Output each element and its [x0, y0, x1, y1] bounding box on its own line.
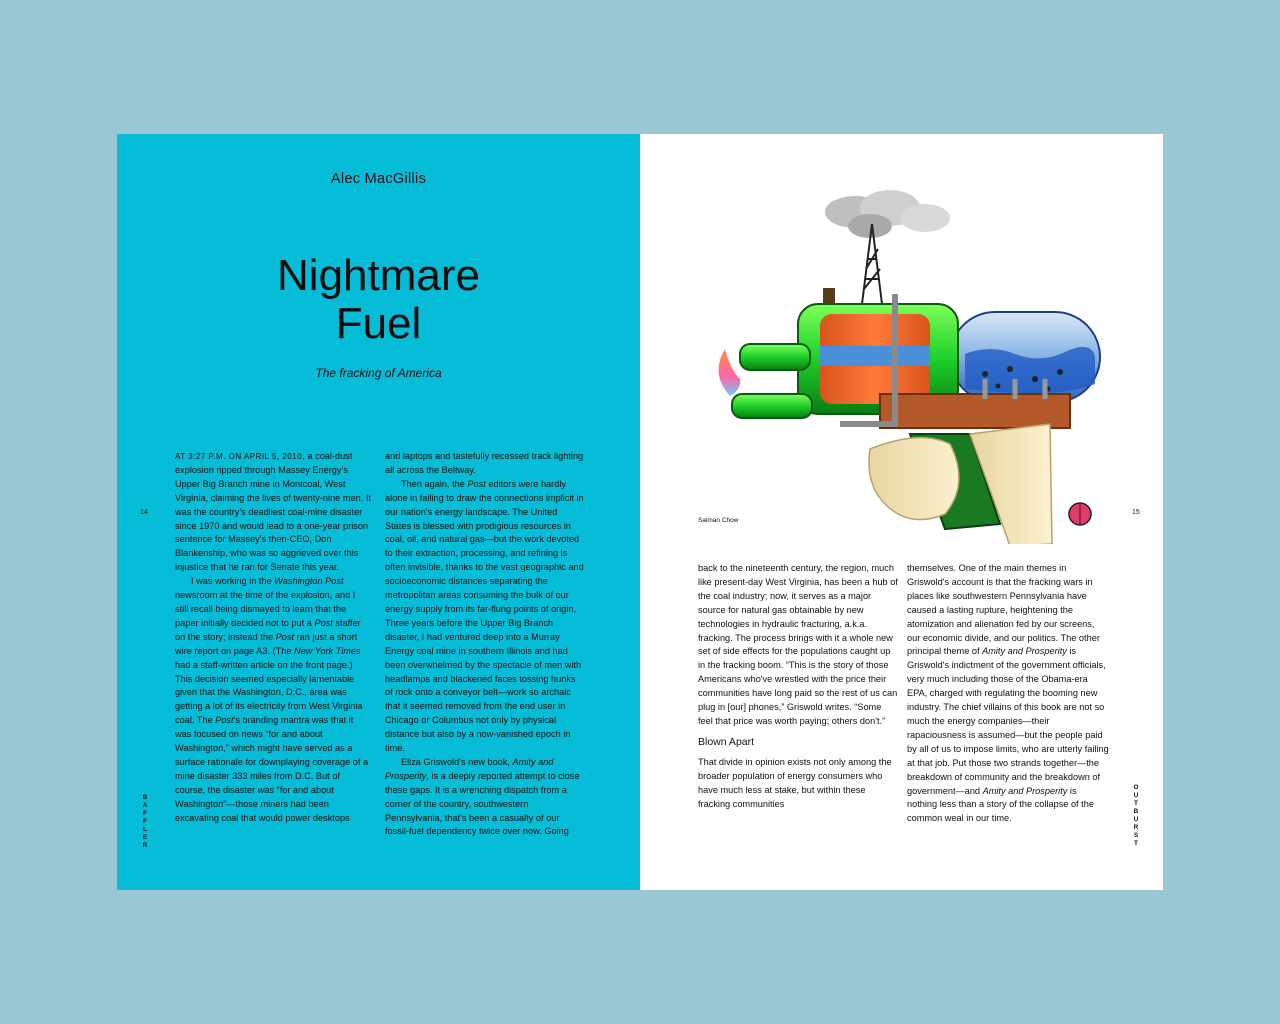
title-line-1: Nightmare: [277, 251, 480, 300]
text-run: Post: [215, 715, 234, 726]
article-title: [117, 252, 640, 348]
body-column-1: [175, 450, 371, 825]
paragraph: [385, 756, 585, 839]
vertical-letter: F: [143, 810, 147, 817]
vertical-letter: R: [142, 842, 148, 849]
vertical-letter: F: [143, 818, 147, 825]
body-column-2: [385, 450, 585, 839]
text-run: newsroom at the time of the explosion, and I still recall being dismayed to learn that the paper initially decided not to put a: [175, 590, 356, 628]
vertical-letter: U: [1133, 816, 1139, 823]
text-run: Amity and Prosperity: [982, 785, 1068, 796]
text-run: themselves. One of the main themes in Griswold's account is that the fracking wars in places like southwestern Pennsylvania have caused a lasting rupture, heightening the atomization and alienation fed by our screens, our economic divide, and our politics. The other principal theme of: [907, 563, 1100, 657]
gun-barrel: [740, 344, 810, 370]
text-run: Eliza Griswold's new book,: [401, 756, 513, 767]
text-run: editors were hardly alone in failing to draw the connections implicit in our nation's energy landscape. The United States is blessed with prodigious resources in coal, oil, and natural gas—but the work devoted to their extraction, processing, and refining is often invisible, thanks to the vast geographic and socioeconomic distances separating the metropolitan areas consuming the bulk of our energy supply from its far-flung points of origin. Three years before the Upper Big Branch disaster, I had ventured deep into a Murray Energy coal mine in southern Illinois and had been overwhelmed by the spectacle of men with headlamps and blackened faces tossing hunks of rock onto a conveyor belt—work so archaic that it seemed removed from the end user in Chicago or Columbus not only by physical distance but also by a now-vanished epoch in time.: [385, 478, 584, 754]
text-run: was: [257, 784, 275, 795]
lead-in: AT 3:27 P.M. ON APRIL 5, 2010,: [175, 452, 305, 461]
magazine-spread: [117, 134, 1163, 890]
paragraph: [385, 478, 585, 756]
vertical-letter: A: [142, 802, 148, 809]
text-run: ran just a short wire report on page A3. (The: [175, 631, 358, 656]
body-column-3: [698, 562, 898, 811]
text-run: 's branding mantra was that it was focused on news “for and about Washington,” which might have served as a surface rationale for downplaying coverage of a mine disaster 333 miles from D.C. But of course, the disaster: [175, 715, 369, 795]
text-run: had a staff-written article on the front page.) This decision seemed especially lamentable given that the Washington, D.C., area was getting a lot of its electricity from West Virginia coal. The: [175, 659, 363, 726]
text-run: I was working in the: [191, 576, 275, 587]
author-name: Alec MacGillis: [330, 171, 427, 187]
vertical-letter: B: [142, 794, 148, 801]
vertical-letter: L: [143, 826, 147, 833]
text-run: staffer on the story; instead the: [175, 617, 361, 642]
illustration-credit: Saiman Chow: [698, 517, 739, 524]
vertical-letter: T: [1134, 840, 1138, 847]
article-subtitle: The fracking of America: [315, 366, 442, 380]
text-run: Post: [467, 478, 486, 489]
vertical-letter: E: [142, 834, 148, 841]
paragraph: and laptops and tastefully recessed track lighting all across the Beltway.: [385, 451, 584, 475]
text-run: is Griswold's indictment of the government officials, very much including those of the Obama-era EPA, charged with regulating the booming new industry. The chief villains of this book are not so much the energy companies—their rapaciousness is assumed—but the people paid by all of us to impose limits, who are utterly failing at that job. Put those two strands together—the breakdown of community and the breakdown of government—and: [907, 646, 1109, 796]
vertical-letter: S: [1133, 832, 1139, 839]
vertical-letter: B: [1133, 808, 1139, 815]
right-page: [640, 134, 1163, 890]
vertical-label-left: [141, 794, 149, 850]
left-page: [117, 134, 640, 890]
paragraph: [175, 575, 371, 825]
paragraph: [175, 450, 371, 575]
text-run: New York Times: [294, 645, 361, 656]
vertical-letter: T: [1134, 800, 1138, 807]
text-run: Post: [314, 617, 333, 628]
section-subhead: Blown Apart: [698, 735, 755, 748]
vertical-label-right: [1132, 784, 1140, 848]
text-run: Then again, the: [401, 478, 468, 489]
cabin-icon: [823, 288, 835, 304]
text-run: , is a deeply reported attempt to close these gaps. It is a wrenching dispatch from a corner of the country, southwestern Pennsylvania, that's been a casualty of our fossil-fuel dependency twice over now. Going: [385, 770, 580, 837]
vertical-letter: O: [1133, 784, 1139, 791]
text-run: Amity and Prosperity: [982, 646, 1067, 657]
text-run: Post: [275, 631, 295, 642]
flame-icon: [719, 349, 741, 396]
paragraph: That divide in opinion exists not only among the broader population of energy consumers who have much less at stake, but within these fracking communities: [698, 756, 892, 809]
page-number-left: 14: [140, 509, 148, 516]
hand: [869, 438, 959, 520]
paragraph: back to the nineteenth century, the region, much like present-day West Virginia, has been a hub of the coal industry; now, it serves as a major source for natural gas obtainable by new technologies in hydraulic fracturing, a.k.a. fracking. The process brings with it a whole new set of side effects for the populations caught up in the fracking boom. “This is the story of those Americans who've wrestled with the price their communities have long paid so the rest of us can plug in [our] phones,” Griswold writes. “Some feel that price was worth paying; others don't.”: [698, 563, 898, 726]
water-gun-illustration: [680, 184, 1140, 544]
rust-rail: [880, 394, 1070, 428]
vertical-letter: U: [1133, 792, 1139, 799]
text-run: Washington Post: [274, 576, 344, 587]
paragraph: [907, 562, 1109, 826]
vertical-letter: R: [1133, 824, 1139, 831]
smoke-cloud: [825, 190, 950, 238]
page-number-right: 15: [1132, 509, 1140, 516]
text-run: “for and about Washington”—those miners had been excavating coal that would power desktops: [175, 784, 350, 823]
text-run: a coal-dust explosion ripped through Massey Energy's Upper Big Branch mine in Montcoal, West Virginia, claiming the lives of twenty-nine men. It was the country's deadliest coal-mine disaster since 1970 and would lead to a one-year prison sentence for Massey's then-CEO, Don Blankenship, who was so aggrieved over this injustice that he ran for Senate this year.: [175, 451, 371, 573]
text-run: is nothing less than a story of the collapse of the common weal in our time.: [907, 785, 1094, 824]
title-line-2: Fuel: [335, 299, 422, 348]
body-column-4: [907, 562, 1109, 826]
text-run: Amity and Prosperity: [385, 756, 554, 781]
